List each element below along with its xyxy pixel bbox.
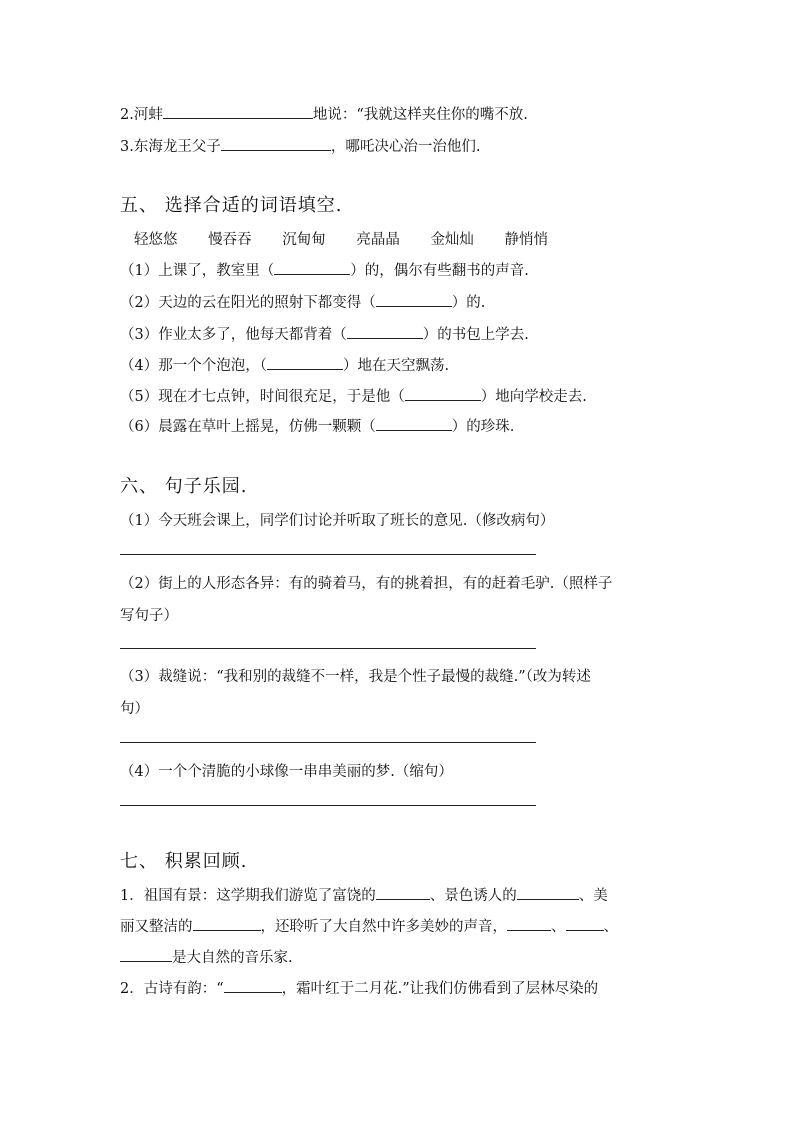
fill-item-6 [120,415,514,436]
review-blank-5[interactable] [566,916,604,932]
review-line-1-text-c: 、美 [578,888,608,904]
fill-item-4-suffix: ）地在天空飘荡. [342,358,450,374]
review-line-4-text-a: 2．古诗有韵：“ [120,981,224,997]
word-5: 金灿灿 [430,232,474,248]
review-blank-2[interactable] [517,885,579,901]
word-2: 慢吞吞 [208,232,252,248]
review-blank-7[interactable] [224,978,282,994]
item-2 [120,103,528,124]
review-line-2-text-a: 丽又整洁的 [120,919,193,935]
fill-item-3-suffix: ）的书包上学去. [422,327,529,343]
fill-item-2-prefix: （2）天边的云在阳光的照射下都变得（ [120,295,376,311]
review-line-3-text: 是大自然的音乐家. [172,950,293,966]
fill-item-1-suffix: ）的，偶尔有些翻书的声音. [350,263,529,279]
section-6-heading: 六、 句子乐园. [120,476,248,497]
review-line-4 [120,977,598,998]
fill-item-6-prefix: （6）晨露在草叶上摇晃，仿佛一颗颗（ [120,419,376,435]
item-3-blank[interactable] [221,136,331,152]
fill-item-5-suffix: ）地向学校走去. [480,389,587,405]
review-line-2-text-d: 、 [603,919,618,935]
fill-item-4-prefix: （4）那一个个泡泡，（ [120,358,267,374]
fill-item-1-prefix: （1）上课了，教室里（ [120,263,275,279]
review-line-2-text-b: ，还聆听了大自然中许多美妙的声音， [260,919,507,935]
answer-line-2[interactable] [120,648,536,649]
word-4: 亮晶晶 [356,232,400,248]
fill-item-3 [120,323,529,344]
section-5-heading: 五、 选择合适的词语填空. [120,195,343,216]
sentence-q3-line2: 句） [120,701,149,717]
review-line-3 [120,946,293,967]
fill-item-3-blank[interactable] [347,324,423,340]
sentence-q2-line2: 写句子） [120,608,178,624]
review-line-4-text-b: ，霜叶红于二月花.”让我们仿佛看到了层林尽染的 [281,981,599,997]
fill-item-6-suffix: ）的珍珠. [451,419,515,435]
review-blank-1[interactable] [376,885,430,901]
sentence-q1: （1）今天班会课上，同学们讨论并听取了班长的意见.（修改病句） [120,513,555,529]
answer-line-4[interactable] [120,805,536,806]
item-2-blank[interactable] [163,104,313,120]
section-7-heading: 七、 积累回顾. [120,851,248,872]
word-1: 轻悠悠 [134,232,178,248]
fill-item-5 [120,385,587,406]
fill-item-2-suffix: ）的. [451,295,486,311]
review-line-1 [120,884,608,905]
fill-item-5-blank[interactable] [405,386,481,402]
word-bank [134,228,548,249]
fill-item-4 [120,354,449,375]
sentence-q4: （4）一个个清脆的小球像一串串美丽的梦.（缩句） [120,764,453,780]
review-line-1-text-a: 1．祖国有景：这学期我们游览了富饶的 [120,888,376,904]
fill-item-6-blank[interactable] [376,416,452,432]
item-2-suffix: 地说：“我就这样夹住你的嘴不放. [312,107,528,123]
answer-line-3[interactable] [120,742,536,743]
answer-line-1[interactable] [120,554,536,555]
fill-item-1 [120,259,529,280]
word-6: 静悄悄 [504,232,549,248]
review-line-2 [120,915,618,936]
fill-item-2-blank[interactable] [376,292,452,308]
fill-item-5-prefix: （5）现在才七点钟，时间很充足，于是他（ [120,389,405,405]
item-3 [120,135,480,156]
review-blank-6[interactable] [120,947,172,963]
item-3-prefix: 3.东海龙王父子 [120,139,221,155]
item-3-suffix: ，哪吒决心治一治他们. [330,139,481,155]
review-blank-3[interactable] [193,916,261,932]
fill-item-3-prefix: （3）作业太多了，他每天都背着（ [120,327,347,343]
fill-item-1-blank[interactable] [274,260,350,276]
review-blank-4[interactable] [507,916,551,932]
word-3: 沉甸甸 [282,232,326,248]
item-2-prefix: 2.河蚌 [120,107,163,123]
sentence-q2-line1: （2）街上的人形态各异：有的骑着马，有的挑着担，有的赶着毛驴.（照样子 [120,576,613,592]
fill-item-2 [120,291,485,312]
sentence-q3-line1: （3）裁缝说：“我和别的裁缝不一样，我是个性子最慢的裁缝.”（改为转述 [120,669,591,685]
fill-item-4-blank[interactable] [267,355,343,371]
review-line-1-text-b: 、景色诱人的 [429,888,517,904]
review-line-2-text-c: 、 [551,919,566,935]
